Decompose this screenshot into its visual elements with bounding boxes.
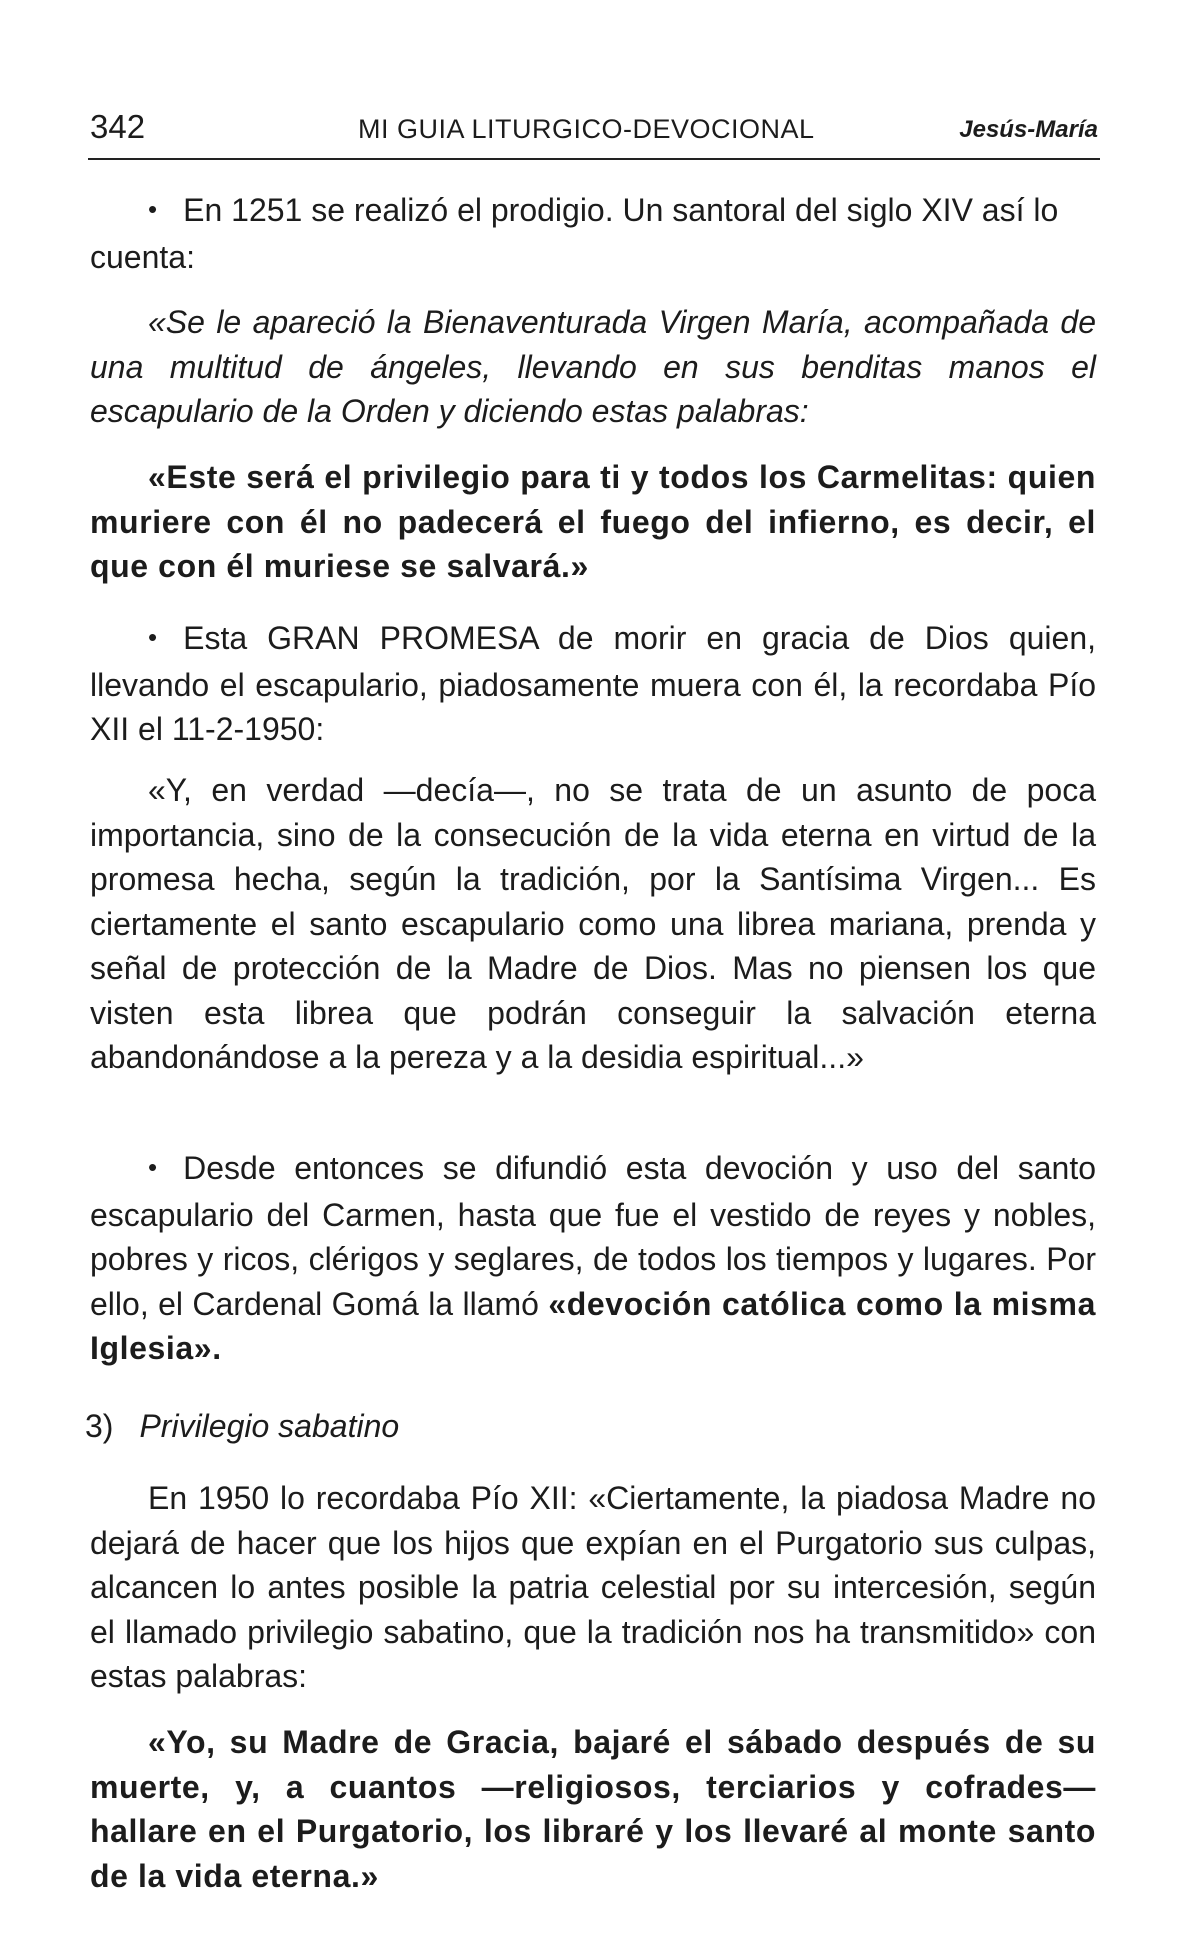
quote-bold-sabbatine: «Yo, su Madre de Gracia, bajaré el sábado después de su muerte, y, a cuantos —religiosos, terciarios y cofrades— hallare en el Purgatorio, los libraré y los llevaré al monte santo de la vida eterna.» — [90, 1724, 1096, 1894]
quote-bold-promise: «Este será el privilegio para ti y todos los Carmelitas: quien muriere con él no padecerá el fuego del infierno, es decir, el que con él muriese se salvará.» — [90, 459, 1096, 584]
paragraph-4: • Esta GRAN PROMESA de morir en gracia de Dios quien, llevando el escapulario, piadosamente muera con él, la recordaba Pío XII el 11-2-1950: — [90, 620, 1096, 747]
running-title: MI GUIA LITURGICO-DEVOCIONAL — [358, 114, 815, 144]
quote-italic: «Se le apareció la Bienaventurada Virgen María, acompañada de una multitud de ángeles, llevando en sus benditas manos el escapulario de la Orden y diciendo estas palabras: — [90, 304, 1096, 429]
paragraph-7: En 1950 lo recordaba Pío XII: «Ciertamente, la piadosa Madre no dejará de hacer que los hijos que expían en el Purgatorio sus culpas, alcancen lo antes posible la patria celestial por su intercesión, según el llamado privilegio sabatino, que la tradición nos ha transmitido» con estas palabras: — [90, 1480, 1096, 1694]
section-name: Jesús-María — [959, 116, 1098, 143]
quote-pius-xii: «Y, en verdad —decía—, no se trata de un asunto de poca importancia, sino de la consecución de la vida eterna en virtud de la promesa hecha, según la tradición, por la Santísima Virgen... Es ciertamente el santo escapulario como una librea mariana, prenda y señal de protección de la Madre de Dios. Mas no piensen los que visten esta librea que podrán conseguir la salvación eterna abandonándose a la pereza y a la desidia espiritual...» — [90, 772, 1096, 1075]
section-number: 3) — [85, 1408, 114, 1444]
paragraph-6: • Desde entonces se difundió esta devoción y uso del santo escapulario del Carmen, hasta que fue el vestido de reyes y nobles, pobres y ricos, clérigos y seglares, de todos los tiempos y lugares. Por ello, el Cardenal Gomá la llamó «devoción católica como la misma Iglesia». — [90, 1150, 1096, 1366]
section-title: Privilegio sabatino — [139, 1408, 400, 1444]
page-number: 342 — [90, 108, 146, 145]
section-heading — [85, 1408, 399, 1445]
paragraph-1: • En 1251 se realizó el prodigio. Un santoral del siglo XIV así lo cuenta: — [90, 192, 1059, 275]
bold-quote-goma: «devoción católica como la misma Iglesia». — [90, 1285, 1096, 1366]
page-header — [88, 108, 1100, 160]
bullet-icon: • — [148, 1152, 158, 1182]
bullet-icon: • — [148, 622, 158, 652]
bullet-icon: • — [148, 194, 158, 224]
